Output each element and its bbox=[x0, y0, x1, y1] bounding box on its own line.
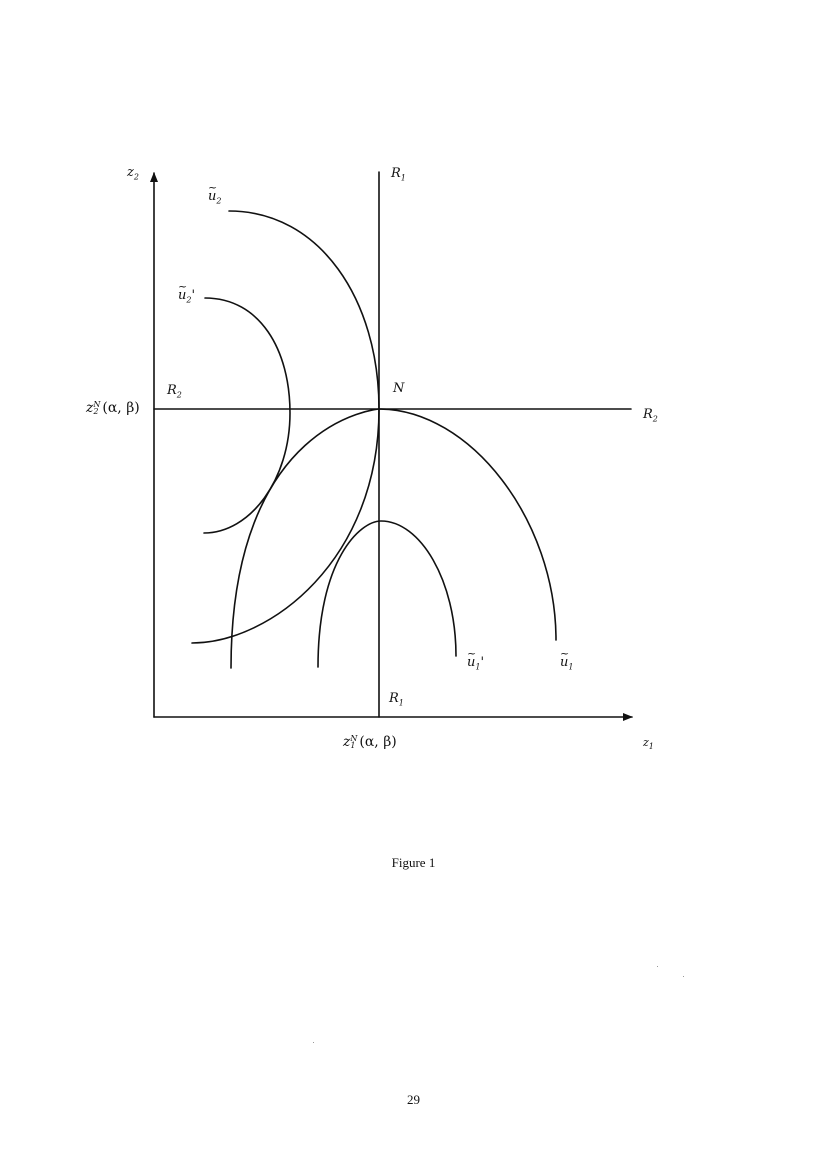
scan-speck bbox=[657, 966, 658, 967]
u2-label: ~ $u_2$ bbox=[208, 190, 221, 206]
u1-label: ~ $u_1$ bbox=[560, 656, 573, 672]
u2-prime-label: ~ $u_2'$ bbox=[178, 289, 195, 305]
r1-bottom-label: $R_1$ bbox=[389, 691, 404, 708]
x-axis-label: $z_1$ bbox=[643, 736, 654, 752]
u1-prime-label: ~ $u_1'$ bbox=[467, 656, 484, 672]
indifference-curve-u1-prime bbox=[318, 521, 456, 667]
y-nash-tick-label: z N 2 (α, β) bbox=[86, 400, 140, 417]
figure-caption: Figure 1 bbox=[391, 855, 436, 870]
nash-point-label: N bbox=[393, 381, 405, 396]
scan-speck bbox=[683, 976, 684, 977]
page-number: 29 bbox=[407, 1092, 420, 1107]
scan-speck bbox=[313, 1042, 314, 1043]
indifference-curve-u1 bbox=[231, 409, 556, 668]
indifference-curve-u2-prime bbox=[204, 298, 290, 533]
x-nash-tick-label: z N 1 (α, β) bbox=[343, 734, 397, 751]
r1-top-label: $R_1$ bbox=[391, 166, 406, 183]
y-axis-label: $z_2$ bbox=[127, 165, 139, 182]
indifference-curve-u2 bbox=[192, 211, 379, 643]
r2-left-label: $R_2$ bbox=[167, 383, 182, 400]
r2-right-label: $R_2$ bbox=[643, 407, 658, 424]
